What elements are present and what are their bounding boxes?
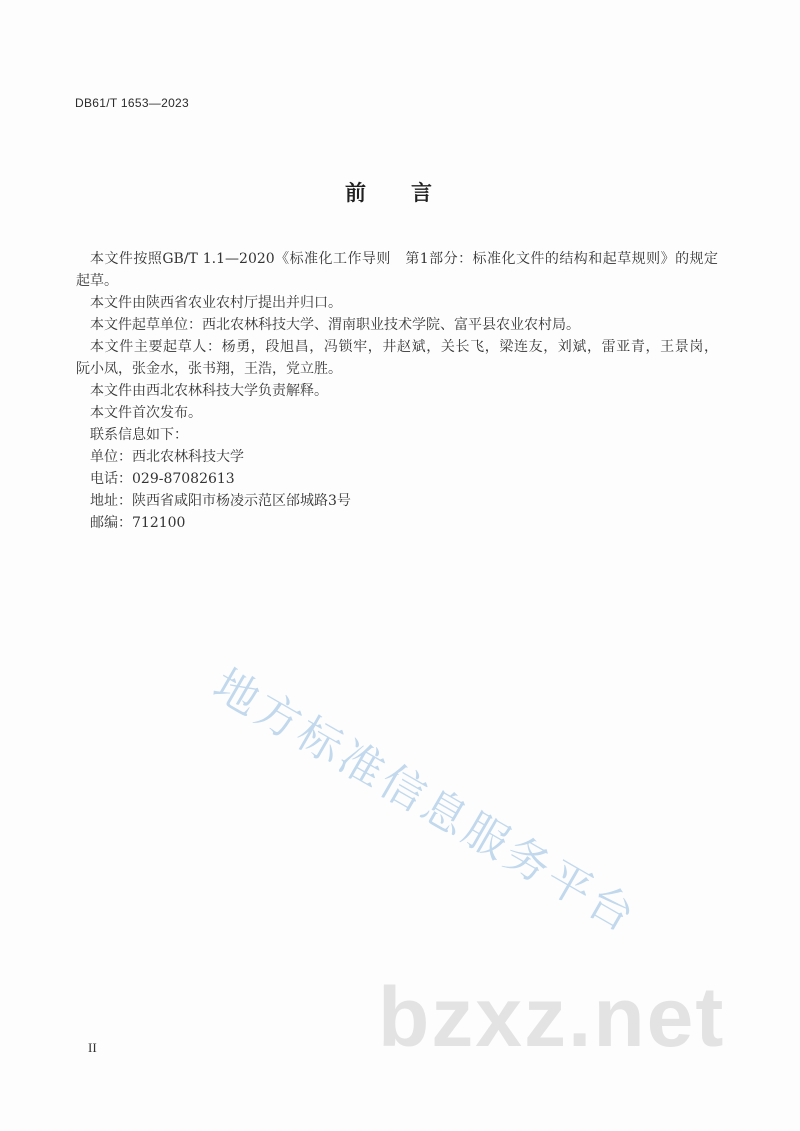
paragraph-first-release: [76, 402, 718, 424]
contact-phone: [76, 468, 718, 490]
paragraph-drafting-basis: [76, 248, 718, 292]
paragraph-line: 本文件由陕西省农业农村厅提出并归口。: [90, 295, 342, 311]
foreword-body: [76, 248, 718, 534]
document-number: DB61/T 1653—2023: [75, 96, 189, 110]
contact-unit: [76, 446, 718, 468]
foreword-title: 前言: [345, 181, 477, 205]
paragraph-line: 阮小凤，张金水，张书翔，王浩，党立胜。: [76, 361, 342, 377]
paragraph-contact-heading: [76, 424, 718, 446]
paragraph-drafters: [76, 336, 718, 380]
paragraph-line: 地址：陕西省咸阳市杨凌示范区邰城路3号: [90, 493, 351, 509]
contact-postcode: [76, 512, 718, 534]
contact-address: [76, 490, 718, 512]
paragraph-interpretation: [76, 380, 718, 402]
paragraph-line: 电话：029-87082613: [90, 471, 235, 487]
paragraph-line: 本文件起草单位：西北农林科技大学、渭南职业技术学院、富平县农业农村局。: [90, 317, 580, 333]
paragraph-proposer: [76, 292, 718, 314]
paragraph-line: 本文件由西北农林科技大学负责解释。: [90, 383, 328, 399]
paragraph-drafting-units: [76, 314, 718, 336]
watermark-site: bzxz.net: [378, 970, 726, 1064]
paragraph-line: 本文件首次发布。: [90, 405, 202, 421]
paragraph-line: 单位：西北农林科技大学: [90, 449, 244, 465]
page-number: II: [88, 1040, 97, 1055]
paragraph-line: 邮编：712100: [90, 515, 186, 531]
paragraph-line: 本文件按照GB/T 1.1—2020《标准化工作导则 第1部分：标准化文件的结构和起草规则》的规定: [90, 251, 718, 267]
paragraph-line: 本文件主要起草人：杨勇，段旭昌，冯锁牢，井赵斌，关长飞，梁连友，刘斌，雷亚青，王景岗，: [90, 339, 718, 355]
paragraph-line: 联系信息如下：: [90, 427, 188, 443]
watermark-platform: 地方标准信息服务平台: [204, 659, 646, 944]
paragraph-line: 起草。: [76, 273, 118, 289]
